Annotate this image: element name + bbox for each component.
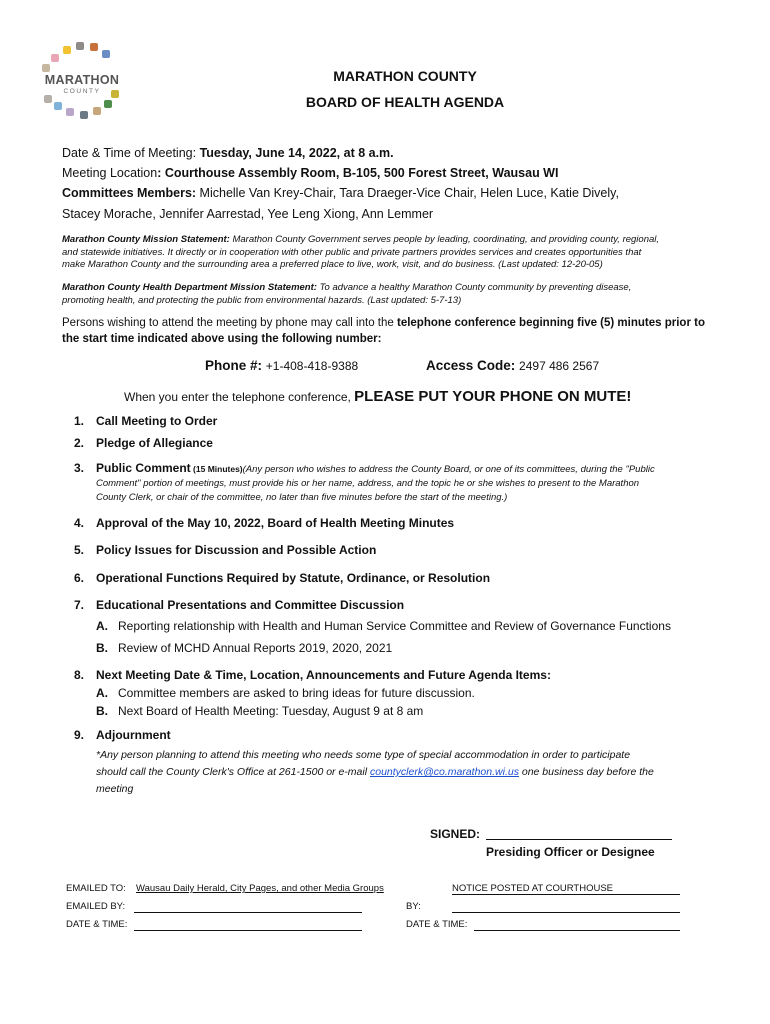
subitem-letter: B. [96, 641, 108, 655]
accommodation-note-line3: meeting [96, 783, 134, 795]
location-value: : Courthouse Assembly Room, B-105, 500 Forest Street, Wausau WI [157, 166, 559, 180]
subitem-text: Reporting relationship with Health and Human Service Committee and Review of Governance Functions [118, 619, 671, 633]
agenda-subitem-8b [96, 704, 423, 718]
phone-value[interactable]: +1-408-418-9388 [265, 359, 359, 373]
header-county: MARATHON COUNTY [333, 68, 477, 84]
emailed-by-label: EMAILED BY: [66, 901, 126, 912]
public-comment-note: (Any person who wishes to address the County Board, or one of its committees, during the "Public [242, 464, 655, 475]
date-time-label: DATE & TIME: [66, 919, 128, 930]
signature-title: Presiding Officer or Designee [486, 845, 655, 859]
agenda-item-text: Public Comment [96, 461, 191, 475]
mute-notice-emphasis: PLEASE PUT YOUR PHONE ON MUTE! [354, 388, 632, 405]
logo-dot-icon [63, 46, 71, 54]
agenda-item-text: Pledge of Allegiance [96, 436, 213, 450]
agenda-item-7 [74, 598, 404, 612]
committee-label: Committees Members: [62, 186, 197, 200]
public-comment-note-line2: Comment" portion of meetings, must provide his or her name, address, and the topic he or she wishes to present to the Marathon [96, 478, 640, 489]
subitem-text: Review of MCHD Annual Reports 2019, 2020, 2021 [118, 641, 393, 655]
date-time-line[interactable] [134, 930, 362, 931]
agenda-item-number: 7. [74, 598, 85, 612]
committee-members [62, 186, 619, 200]
logo-dot-icon [76, 42, 84, 50]
mute-notice [124, 388, 631, 405]
agenda-item-number: 4. [74, 516, 85, 530]
agenda-item-3 [74, 461, 655, 475]
agenda-item-5 [74, 543, 376, 557]
agenda-item-text: Next Meeting Date & Time, Location, Announcements and Future Agenda Items: [96, 668, 551, 682]
agenda-item-9 [74, 728, 171, 742]
health-mission-label: Marathon County Health Department Mission Statement: [62, 282, 317, 293]
location-label: Meeting Location [62, 166, 158, 180]
agenda-item-number: 1. [74, 414, 85, 428]
datetime-value: Tuesday, June 14, 2022, at 8 a.m. [199, 146, 394, 160]
agenda-item-number: 3. [74, 461, 85, 475]
signature-line[interactable] [486, 839, 672, 840]
committee-members-line1: Michelle Van Krey-Chair, Tara Draeger-Vice Chair, Helen Luce, Katie Dively, [196, 186, 619, 200]
phone-intro-line2: the start time indicated above using the following number: [62, 333, 382, 345]
accommodation-note-line2: should call the County Clerk's Office at 261-1500 or e-mail [96, 766, 370, 778]
date-time-line-right[interactable] [474, 930, 680, 931]
access-code-value: 2497 486 2567 [519, 359, 600, 373]
agenda-subitem-8a [96, 686, 475, 700]
signed-label: SIGNED: [430, 827, 481, 841]
agenda-item-1 [74, 414, 217, 428]
agenda-item-8 [74, 668, 551, 682]
mission-text: and statewide initiatives. It directly or in cooperation with other public and private partners provides services and creates opportunities that [62, 246, 642, 258]
agenda-item-number: 2. [74, 436, 85, 450]
agenda-item-text: Approval of the May 10, 2022, Board of Health Meeting Minutes [96, 516, 455, 530]
meeting-location [62, 166, 558, 180]
mute-notice-text: When you enter the telephone conference, [124, 390, 355, 404]
health-mission-text: promoting health, and protecting the public from environmental hazards. (Last updated: 5-7-13) [62, 294, 462, 306]
agenda-item-number: 5. [74, 543, 85, 557]
access-code [426, 358, 599, 373]
subitem-letter: A. [96, 619, 108, 633]
agenda-item-number: 8. [74, 668, 85, 682]
accommodation-note-line1: *Any person planning to attend this meeting who needs some type of special accommodation in order to participate [96, 749, 631, 761]
agenda-item-text: Policy Issues for Discussion and Possible Action [96, 543, 377, 557]
county-mission-statement [62, 234, 716, 272]
phone-intro-text: Persons wishing to attend the meeting by phone may call into the [62, 317, 397, 329]
mission-label: Marathon County Mission Statement: [62, 234, 230, 245]
access-code-label: Access Code: [426, 358, 520, 373]
health-mission-text: To advance a healthy Marathon County community by preventing disease, [316, 282, 632, 293]
agenda-item-6 [74, 571, 490, 585]
header-agenda-title: BOARD OF HEALTH AGENDA [305, 94, 505, 110]
meeting-datetime [62, 146, 394, 160]
accommodation-note-line2-end: one business day before the [518, 766, 654, 778]
phone-label: Phone #: [205, 358, 266, 373]
by-line[interactable] [452, 912, 680, 913]
agenda-item-text: Operational Functions Required by Statute, Ordinance, or Resolution [96, 571, 491, 585]
phone-intro-emphasis: telephone conference beginning five (5) minutes prior to [396, 317, 705, 329]
agenda-item-text: Call Meeting to Order [96, 414, 218, 428]
agenda-subitem-7a [96, 619, 671, 633]
public-comment-note-line3: County Clerk, or chair of the committee, no later than five minutes before the start of the meeting.) [96, 492, 508, 503]
logo-wordmark: MARATHON [44, 73, 120, 87]
health-mission-statement [62, 282, 716, 307]
subitem-letter: B. [96, 704, 108, 718]
public-comment-duration: (15 Minutes) [190, 464, 243, 474]
notice-posted: NOTICE POSTED AT COURTHOUSE [452, 883, 613, 894]
logo-dot-icon [102, 50, 110, 58]
agenda-item-number: 6. [74, 571, 85, 585]
phone-intro [62, 317, 705, 329]
subitem-text: Next Board of Health Meeting: Tuesday, August 9 at 8 am [118, 704, 424, 718]
subitem-text: Committee members are asked to bring ideas for future discussion. [118, 686, 475, 700]
subitem-letter: A. [96, 686, 108, 700]
agenda-item-text: Adjournment [96, 728, 171, 742]
phone-number [205, 358, 358, 373]
agenda-item-text: Educational Presentations and Committee Discussion [96, 598, 405, 612]
county-clerk-email-link[interactable]: countyclerk@co.marathon.wi.us [369, 766, 519, 778]
committee-members-line2: Stacey Morache, Jennifer Aarrestad, Yee Leng Xiong, Ann Lemmer [62, 207, 434, 221]
emailed-to-label: EMAILED TO: [66, 883, 126, 894]
agenda-item-4 [74, 516, 454, 530]
datetime-label: Date & Time of Meeting: [62, 146, 200, 160]
logo-dot-icon [51, 54, 59, 62]
logo-dot-icon [90, 43, 98, 51]
logo-subtitle: COUNTY [63, 88, 101, 95]
by-label: BY: [406, 901, 421, 912]
mission-text: make Marathon County and the surrounding area a preferred place to live, work, visit, and do business. (Last updated: 12-20-05) [62, 259, 603, 271]
notice-posted-line[interactable] [452, 894, 680, 895]
emailed-by-line[interactable] [134, 912, 362, 913]
agenda-subitem-7b [96, 641, 392, 655]
agenda-item-2 [74, 436, 213, 450]
mission-text: Marathon County Government serves people by leading, coordinating, and providing county, regional, [229, 234, 660, 245]
accommodation-note [96, 747, 654, 798]
agenda-item-number: 9. [74, 728, 85, 742]
emailed-to-value: Wausau Daily Herald, City Pages, and other Media Groups [136, 883, 384, 894]
date-time-label-right: DATE & TIME: [406, 919, 468, 930]
logo-dot-icon [80, 111, 88, 119]
